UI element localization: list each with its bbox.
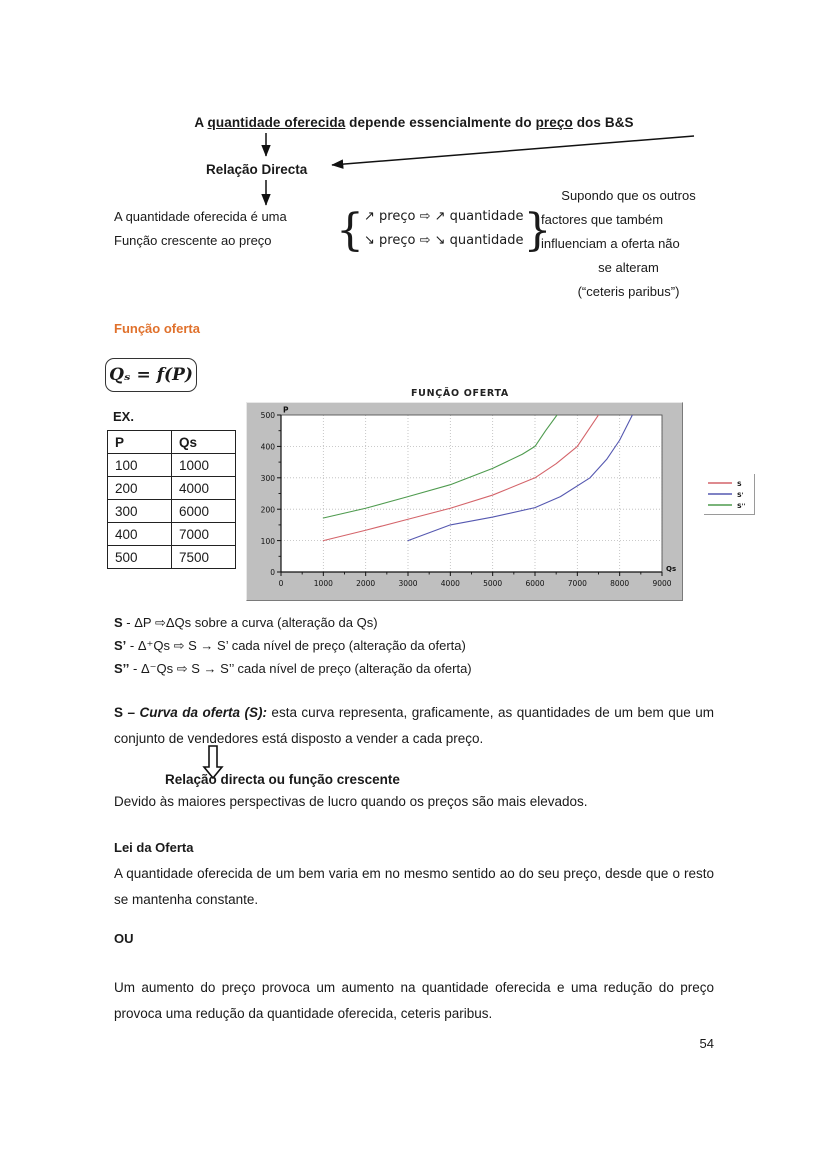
cell-qs: 1000 [172,454,236,477]
chart-canvas [247,403,682,600]
svg-text:S'': S'' [737,502,746,510]
diagram-heading [0,115,828,130]
note-s-text: - ΔP ⇨ΔQs sobre a curva (alteração da Qs) [122,615,378,630]
note-s-double-prime [114,656,472,681]
table-header-p: P [108,431,172,454]
note-s-prime-text: - Δ⁺Qs ⇨ S → S’ cada nível de preço (alteração da oferta) [126,638,466,653]
legend-canvas [704,474,754,514]
paragraph-devido: Devido às maiores perspectivas de lucro quando os preços são mais elevados. [114,794,588,809]
note-s [114,610,378,635]
table-row [108,454,236,477]
paragraph-final: Um aumento do preço provoca um aumento na quantidade oferecida e uma redução do preço provoca uma redução da quantidade oferecida, ceteris paribus. [114,980,714,1021]
heading-part-1: A [194,115,208,130]
cell-qs: 7000 [172,523,236,546]
left-statement-line-1: A quantidade oferecida é uma [114,209,287,224]
ceteris-paribus-note [541,184,716,304]
svg-text:S': S' [737,491,744,499]
supply-relationship-diagram [0,0,828,305]
section-heading-funcao-oferta: Função oferta [114,321,200,336]
svg-text:5000: 5000 [483,579,503,588]
svg-text:7000: 7000 [567,579,587,588]
lei-da-oferta-heading: Lei da Oferta [114,840,194,855]
brace-row-increase: ↗ preço ⇨ ↗ quantidade [364,209,524,224]
cell-qs: 4000 [172,477,236,500]
svg-text:6000: 6000 [525,579,545,588]
svg-text:Qs: Qs [666,565,677,573]
cell-qs: 6000 [172,500,236,523]
paragraph-lei-da-oferta: A quantidade oferecida de um bem varia em no mesmo sentido ao do seu preço, desde que o resto se mantenha constante. [114,866,714,907]
note-line-3: influenciam a oferta não [541,236,680,251]
heading-underlined-price: preço [535,115,573,130]
note-s-prime [114,633,466,658]
svg-text:4000: 4000 [440,579,460,588]
heading-underlined-quantity: quantidade oferecida [207,115,346,130]
supply-function-formula: Qₛ = f(P) [105,358,197,392]
svg-text:0: 0 [278,579,284,588]
svg-text:9000: 9000 [652,579,672,588]
chart-legend [704,474,755,515]
curva-text: esta curva representa, graficamente, as quantidades de um bem que um conjunto de vendedores está disposto a vender a cada preço. [114,705,714,746]
left-statement [114,205,344,253]
table-header-qs: Qs [172,431,236,454]
note-line-2: factores que também [541,212,664,227]
svg-text:100: 100 [260,536,275,546]
cell-qs: 7500 [172,546,236,569]
note-s-prime-label: S’ [114,638,127,653]
svg-text:P: P [283,405,289,415]
heading-part-2: depende essencialmente do [345,115,536,130]
svg-text:300: 300 [260,474,275,483]
svg-text:200: 200 [260,505,275,515]
cell-p: 100 [108,454,172,477]
note-s-double-prime-label: S’’ [114,661,130,676]
cell-p: 500 [108,546,172,569]
cell-p: 200 [108,477,172,500]
curva-lead: S – [114,705,140,720]
note-line-5: (“ceteris paribus”) [577,284,680,299]
table-row [108,500,236,523]
brace-rows [364,205,524,253]
note-line-4: se alteram [598,260,659,275]
svg-text:2000: 2000 [356,579,376,588]
svg-text:1000: 1000 [313,579,333,588]
supply-schedule-table [107,430,236,569]
relacao-directa-label: Relação Directa [206,162,308,177]
table-row [108,523,236,546]
page-number: 54 [699,1036,714,1051]
table-row [108,546,236,569]
note-s-label: S [114,615,123,630]
svg-text:3000: 3000 [398,579,418,588]
supply-curve-chart [246,402,683,601]
relacao-directa-crescente-label: Relação directa ou função crescente [165,772,400,787]
brace-row-decrease: ↘ preço ⇨ ↘ quantidade [364,233,524,248]
brace-group: { ↗ preço ⇨ ↗ quantidade ↘ preço ⇨ ↘ quantidade } [336,205,552,256]
svg-text:8000: 8000 [610,579,630,588]
note-s-double-prime-text: - Δ⁻Qs ⇨ S → S’’ cada nível de preço (alteração da oferta) [129,661,472,676]
example-label: EX. [113,409,134,424]
svg-text:500: 500 [260,411,275,421]
note-line-1: Supondo que os outros [561,188,696,203]
left-statement-line-2: Função crescente ao preço [114,233,272,248]
svg-text:400: 400 [260,442,275,452]
cell-p: 400 [108,523,172,546]
heading-part-3: dos B&S [572,115,634,130]
cell-p: 300 [108,500,172,523]
table-header-row [108,431,236,454]
chart-title: FUNÇÃO OFERTA [410,388,509,399]
table-row [108,477,236,500]
ou-label: OU [114,931,134,946]
svg-text:0: 0 [270,568,275,578]
curva-title: Curva da oferta (S): [139,705,267,720]
svg-text:S: S [737,480,742,488]
